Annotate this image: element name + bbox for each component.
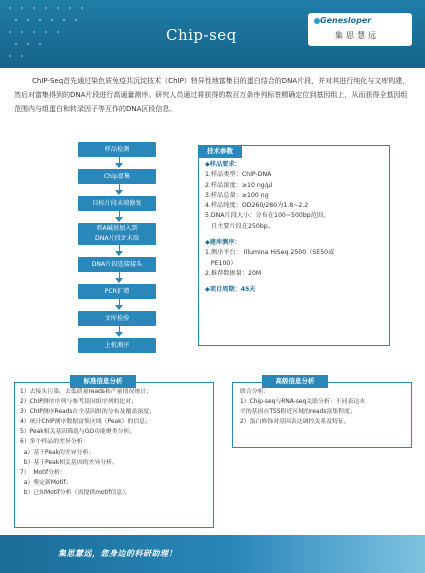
list-item: a）基于Peak的差异分析；	[20, 449, 95, 456]
flow-arrow-icon	[115, 251, 123, 256]
company-logo	[308, 13, 412, 46]
list-item: 1）Chip-seq与RNA-seq关联分析：不同表达水	[240, 399, 366, 406]
tech-params-body	[205, 160, 385, 296]
list-item: 3）ChIP测序Reads在全基因组的分布及覆盖深度；	[20, 409, 155, 416]
build-item: 2.推荐数据量：20M	[205, 269, 262, 277]
flow-step-sequencing: 上机测序	[78, 338, 156, 353]
list-item: 5）Peak相关基因筛选与GO功能聚类分析；	[20, 429, 136, 436]
list-item: 平的基因在TSS附近区域的reads富集程度；	[240, 409, 356, 416]
sample-item: 5.DNA片段大小：分布在100~500bp范围，	[205, 212, 330, 220]
footer-slogan: 集思慧远，您身边的科研助理！	[58, 549, 177, 558]
flow-arrow-icon	[115, 278, 123, 283]
advanced-analysis-title: 高级信息分析	[262, 375, 328, 388]
flow-step-end-repair: 目标片段末端修复	[78, 196, 156, 211]
sample-item: 2.样品浓度：≥10 ng/μl	[205, 181, 273, 189]
flow-step-library-qc: 文库检验	[78, 311, 156, 326]
flow-arrow-icon	[115, 217, 123, 222]
list-item: b）已知Motif分析（需提供motif信息）。	[20, 489, 132, 496]
sample-item: 1.样品类型：ChIP-DNA	[205, 171, 272, 179]
standard-analysis-list	[20, 387, 210, 498]
flow-arrow-icon	[115, 190, 123, 195]
intro-paragraph: ChIP-Seq首先通过染色质免疫共沉淀技术（ChIP）特异性地富集目的蛋白结合的DNA片段，并对其进行纯化与文库构建，然后对富集得到的DNA片段进行高通量测序。研究人员通过将获得的数百万条序列标签精确定位到基因组上，从而获得全基因组范围内与组蛋白和转录因子等互作的DNA区段信息。	[14, 77, 410, 113]
flow-step-adapter-ligation: DNA片段连接接头	[78, 257, 156, 272]
list-item: 6）多个样品的差异分析：	[20, 439, 89, 446]
list-item: 1）去接头污染，去低质量reads和产量情况统计；	[20, 389, 153, 395]
list-item: 2）蛋白修饰对基因表达调控关系及特征。	[240, 419, 350, 426]
flow-step-pcr: PCR扩增	[78, 284, 156, 299]
list-item: 7） Motif分析：	[20, 469, 66, 476]
list-item: a）鉴定新Motif；	[20, 479, 72, 486]
tech-params-title: 技术参数	[198, 145, 242, 158]
flow-step-chip-enrich: Chip富集	[78, 169, 156, 184]
sample-requirements-header: ◆样品要求：	[205, 161, 241, 168]
logo-chinese: 集思慧远	[335, 31, 379, 40]
flow-step-add-a-base: 将A碱基加入到 DNA片段3'末端	[78, 223, 156, 245]
list-item: 2）ChIP测序序列与参考基因组序列的比对；	[20, 399, 138, 406]
sample-item: 3.样品总量：≥100 ng	[205, 191, 269, 199]
build-item: PE100）	[205, 259, 237, 267]
library-build-header: ◆建库测序：	[205, 239, 241, 247]
list-item: 联合分析：	[240, 389, 270, 395]
page-header	[0, 0, 425, 68]
sample-item: 且主要片段在250bp。	[205, 222, 274, 230]
standard-analysis-title: 标准信息分析	[70, 375, 136, 388]
flow-step-sample-check: 样品检测	[78, 142, 156, 157]
build-item: 1.测序平台： Illumina HiSeq 2500（SE50或	[205, 249, 335, 257]
flow-arrow-icon	[115, 332, 123, 337]
flow-arrow-icon	[115, 305, 123, 310]
list-item: b）基于Peak相关基因的差异分析。	[20, 459, 119, 466]
sample-item: 4.样品纯度：OD260/280为1.8~2.2	[205, 202, 309, 210]
project-cycle: ◆项目周期：45天	[205, 286, 256, 294]
list-item: 4）统计ChIP测序数据富集区域（Peak）的信息；	[20, 419, 152, 426]
advanced-analysis-list	[240, 387, 408, 427]
logo-english: Genesloper	[320, 16, 372, 25]
page-title: Chip-seq	[166, 26, 237, 44]
flow-arrow-icon	[115, 163, 123, 168]
